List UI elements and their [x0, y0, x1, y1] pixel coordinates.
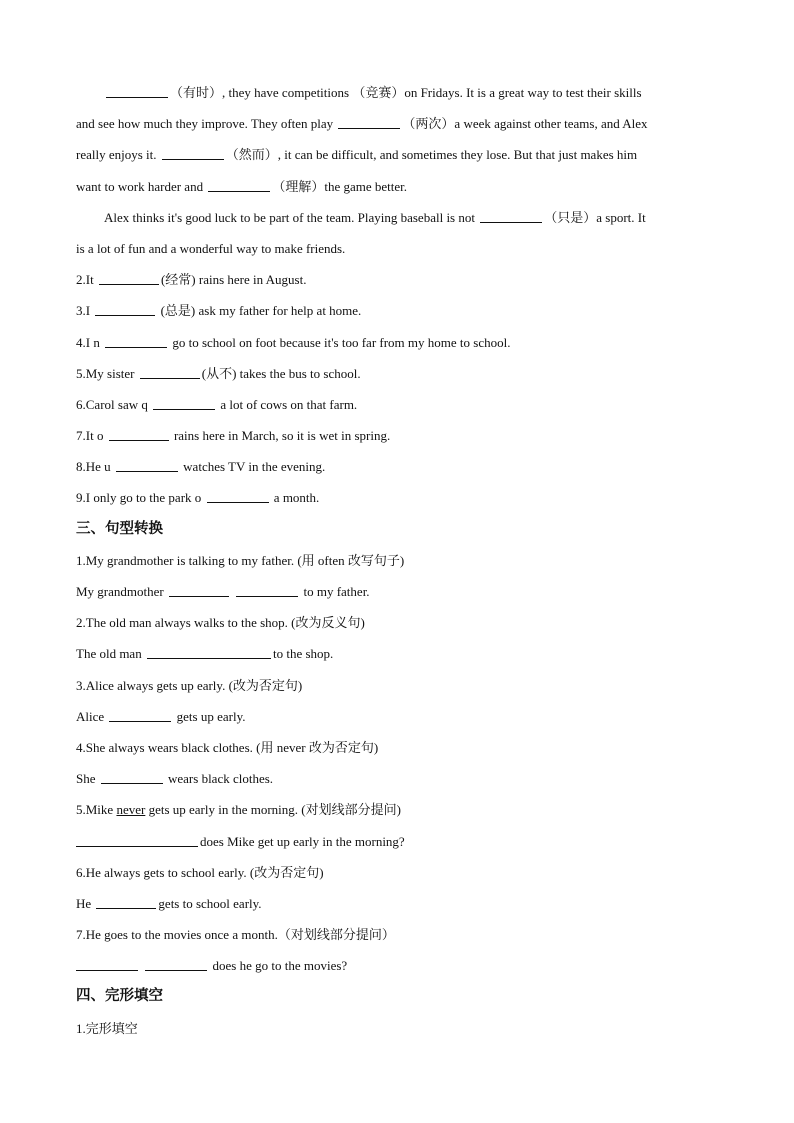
- fill-question-5: 5.My sister (从不) takes the bus to school.: [76, 365, 361, 381]
- fill-question-3: 3.I (总是) ask my father for help at home.: [76, 303, 362, 319]
- answer-blank[interactable]: [208, 190, 270, 192]
- transform-answer-1: My grandmother to my father.: [76, 584, 370, 599]
- fill-question-4: 4.I n go to school on foot because it's too far from my home to school.: [76, 334, 511, 350]
- answer-blank[interactable]: [162, 158, 224, 160]
- fill-question-2: 2.It (经常) rains here in August.: [76, 272, 307, 288]
- transform-answer-5: does Mike get up early in the morning?: [76, 826, 718, 857]
- fill-question-9: 9.I only go to the park o a month.: [76, 490, 320, 506]
- answer-blank[interactable]: [105, 346, 167, 348]
- answer-blank[interactable]: [109, 720, 171, 722]
- answer-blank[interactable]: [140, 377, 200, 379]
- transform-question-2: 2.The old man always walks to the shop. (改为反义句): [76, 615, 365, 631]
- passage-line-3: really enjoys it. （然而）, it can be difficult, and sometimes they lose. But that just makes him: [76, 147, 638, 163]
- fill-question-8: 8.He u watches TV in the evening.: [76, 459, 326, 475]
- answer-blank[interactable]: [76, 969, 138, 971]
- passage-line-6: is a lot of fun and a wonderful way to make friends.: [76, 240, 346, 256]
- answer-blank[interactable]: [207, 501, 269, 503]
- answer-blank[interactable]: [169, 595, 229, 597]
- answer-blank[interactable]: [145, 969, 207, 971]
- transform-answer-3: Alice gets up early.: [76, 708, 246, 724]
- answer-blank[interactable]: [153, 408, 215, 410]
- section-4-title: 四、完形填空: [76, 988, 163, 1005]
- answer-blank[interactable]: [99, 283, 159, 285]
- passage-line-1: （有时）, they have competitions （竞赛）on Fridays. It is a great way to test their skills: [76, 77, 718, 108]
- section-3-title: 三、句型转换: [76, 520, 163, 537]
- transform-answer-6: He gets to school early.: [76, 895, 262, 911]
- answer-blank[interactable]: [95, 314, 155, 316]
- passage-line-5: Alex thinks it's good luck to be part of the team. Playing baseball is not （只是）a sport. It: [104, 209, 646, 225]
- answer-blank[interactable]: [109, 439, 169, 441]
- transform-question-6: 6.He always gets to school early. (改为否定句): [76, 864, 324, 880]
- transform-question-1: 1.My grandmother is talking to my father. (用 often 改写句子): [76, 552, 405, 568]
- cloze-item-1: 1.完形填空: [76, 1020, 138, 1036]
- transform-question-3: 3.Alice always gets up early. (改为否定句): [76, 677, 303, 693]
- answer-blank[interactable]: [147, 657, 271, 659]
- transform-answer-7: does he go to the movies?: [76, 950, 718, 981]
- fill-question-7: 7.It o rains here in March, so it is wet in spring.: [76, 428, 391, 444]
- answer-blank[interactable]: [101, 782, 163, 784]
- answer-blank[interactable]: [76, 845, 198, 847]
- transform-question-5: 5.Mike never gets up early in the morning. (对划线部分提问): [76, 802, 401, 818]
- answer-blank[interactable]: [96, 907, 156, 909]
- answer-blank[interactable]: [106, 96, 168, 98]
- fill-question-6: 6.Carol saw q a lot of cows on that farm.: [76, 396, 358, 412]
- underlined-word: never: [116, 802, 146, 818]
- transform-answer-4: She wears black clothes.: [76, 771, 274, 787]
- transform-question-4: 4.She always wears black clothes. (用 never 改为否定句): [76, 739, 379, 755]
- transform-question-7: 7.He goes to the movies once a month.（对划线部分提问）: [76, 927, 395, 943]
- answer-blank[interactable]: [116, 470, 178, 472]
- answer-blank[interactable]: [338, 127, 400, 129]
- passage-line-4: want to work harder and （理解）the game better.: [76, 178, 407, 194]
- answer-blank[interactable]: [236, 595, 298, 597]
- transform-answer-2: The old man to the shop.: [76, 646, 334, 662]
- passage-line-2: and see how much they improve. They often play （两次）a week against other teams, and Alex: [76, 116, 648, 132]
- worksheet-page: [76, 77, 718, 1044]
- answer-blank[interactable]: [480, 221, 542, 223]
